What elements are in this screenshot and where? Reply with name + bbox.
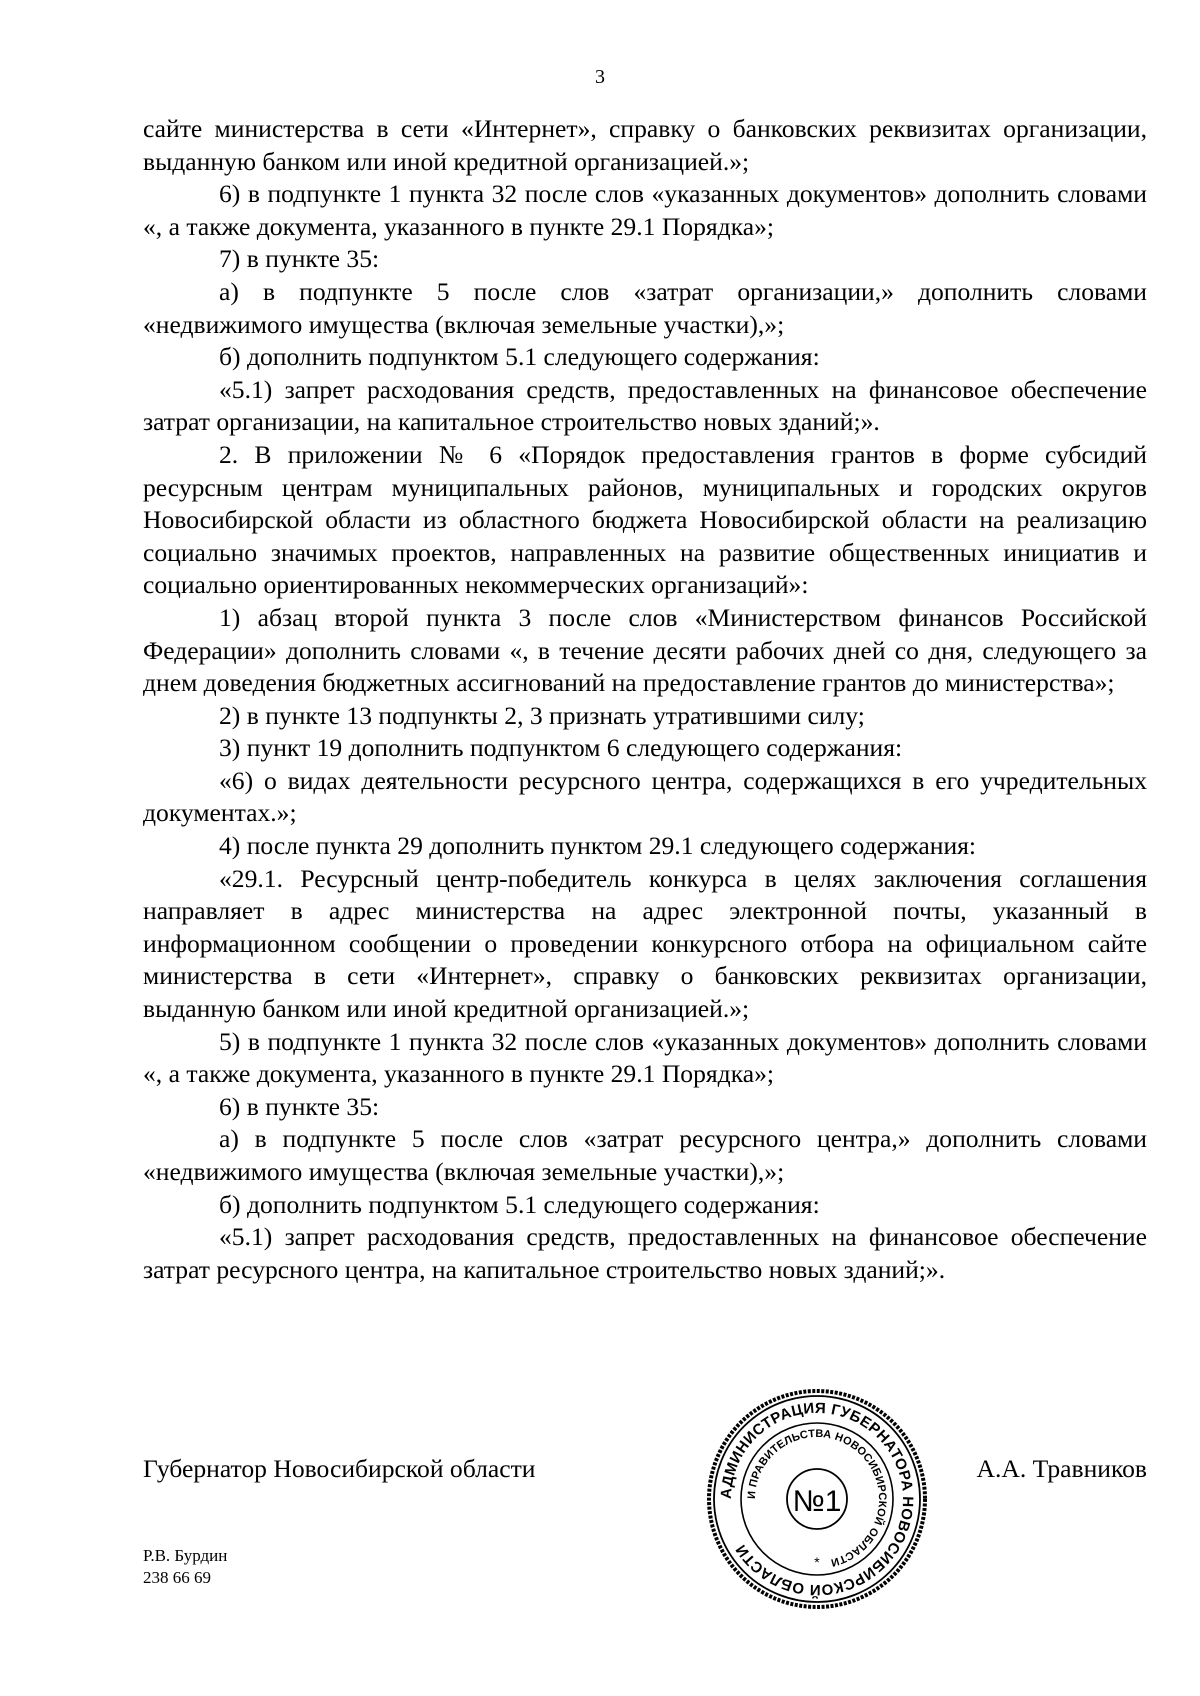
seal-outer-text: АДМИНИСТРАЦИЯ ГУБЕРНАТОРА НОВОСИБИРСКОЙ ОБЛАСТИ (717, 1399, 917, 1599)
paragraph: «6) о видах деятельности ресурсного центра, содержащихся в его учредительных документах.»; (143, 765, 1147, 828)
signer-title: Губернатор Новосибирской области (143, 1454, 536, 1483)
paragraph: «5.1) запрет расходования средств, предоставленных на финансовое обеспечение затрат ресурсного центра, на капитальное строительство новых зданий;». (143, 1222, 1147, 1284)
paragraph: б) дополнить подпунктом 5.1 следующего содержания: (219, 1189, 820, 1219)
page-number: 3 (595, 66, 605, 88)
official-seal (705, 1387, 929, 1611)
paragraph: 5) в подпункте 1 пункта 32 после слов «указанных документов» дополнить словами «, а также документа, указанного в пункте 29.1 Порядка»; (143, 1026, 1147, 1089)
document-body (143, 113, 1147, 1286)
seal-inner-text: И ПРАВИТЕЛЬСТВА НОВОСИБИРСКОЙ ОБЛАСТИ (745, 1427, 889, 1569)
paragraph: 2) в пункте 13 подпункты 2, 3 признать утратившими силу; (219, 700, 865, 730)
executor-name: Р.В. Бурдин (143, 1546, 228, 1565)
paragraph: 4) после пункта 29 дополнить пунктом 29.1 следующего содержания: (219, 831, 977, 861)
paragraph: 6) в пункте 35: (219, 1091, 380, 1121)
seal-graphic (705, 1387, 929, 1611)
paragraph: б) дополнить подпунктом 5.1 следующего содержания: (219, 342, 820, 372)
paragraph: а) в подпункте 5 после слов «затрат организации,» дополнить словами «недвижимого имущества (включая земельные участки),»; (143, 276, 1147, 339)
paragraph: 1) абзац второй пункта 3 после слов «Министерством финансов Российской Федерации» дополнить словами «, в течение десяти рабочих дней со дня, следующего за днем доведения бюджетных ассигнований на предоставление грантов до министерства»; (143, 602, 1147, 698)
paragraph: 3) пункт 19 дополнить подпунктом 6 следующего содержания: (219, 733, 903, 763)
paragraph: а) в подпункте 5 после слов «затрат ресурсного центра,» дополнить словами «недвижимого имущества (включая земельные участки),»; (143, 1124, 1147, 1186)
paragraph: 7) в пункте 35: (219, 244, 380, 274)
paragraph: сайте министерства в сети «Интернет», справку о банковских реквизитах организации, выданную банком или иной кредитной организацией.»; (143, 114, 1147, 176)
signer-name: А.А. Травников (976, 1454, 1147, 1483)
seal-center-number: №1 (792, 1485, 842, 1518)
executor-phone: 238 66 69 (143, 1568, 211, 1587)
seal-star: * (814, 1554, 820, 1570)
paragraph: «5.1) запрет расходования средств, предоставленных на финансовое обеспечение затрат организации, на капитальное строительство новых зданий;». (143, 374, 1147, 437)
paragraph: «29.1. Ресурсный центр-победитель конкурса в целях заключения соглашения направляет в адрес министерства на адрес электронной почты, указанный в информационном сообщении о проведении конкурсного отбора на официальном сайте министерства в сети «Интернет», справку о банковских реквизитах организации, выданную банком или иной кредитной организацией.»; (143, 863, 1147, 1024)
paragraph: 6) в подпункте 1 пункта 32 после слов «указанных документов» дополнить словами «, а также документа, указанного в пункте 29.1 Порядка»; (143, 179, 1147, 241)
paragraph: 2. В приложении № 6 «Порядок предоставления грантов в форме субсидий ресурсным центрам муниципальных районов, муниципальных и городских округов Новосибирской области из областного бюджета Новосибирской области на реализацию социально значимых проектов, направленных на развитие общественных инициатив и социально ориентированных некоммерческих организаций»: (143, 439, 1147, 600)
executor-info (143, 1545, 227, 1589)
